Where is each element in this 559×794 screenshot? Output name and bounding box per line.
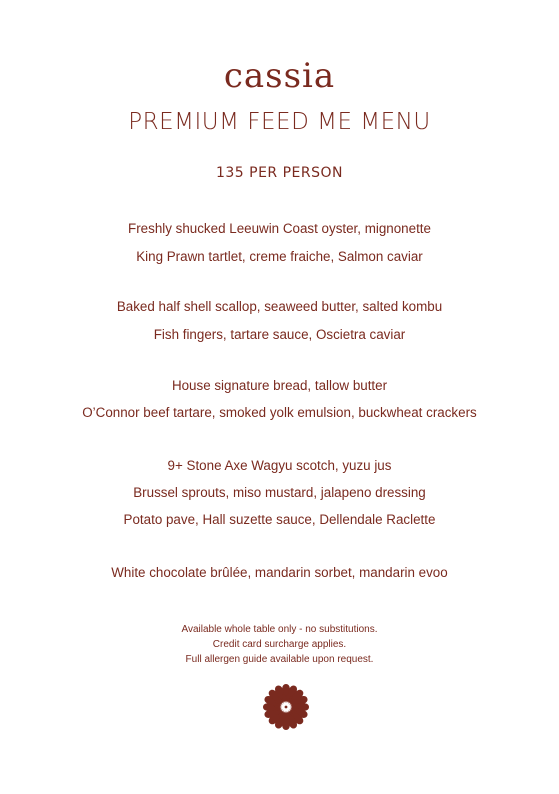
menu-title: PREMIUM FEED ME MENU <box>128 109 431 135</box>
menu-item: House signature bread, tallow butter <box>171 378 388 393</box>
menu-item: Freshly shucked Leeuwin Coast oyster, mignonette <box>128 221 431 236</box>
price-per-person: 135 PER PERSON <box>215 165 344 181</box>
menu-item: Fish fingers, tartare sauce, Oscietra caviar <box>153 327 406 342</box>
menu-item: White chocolate brûlée, mandarin sorbet, mandarin evoo <box>111 565 448 580</box>
menu-item: Baked half shell scallop, seaweed butter, salted kombu <box>116 299 443 314</box>
brand-logo: cassia <box>223 56 336 96</box>
menu-item: 9+ Stone Axe Wagyu scotch, yuzu jus <box>167 458 392 473</box>
note-line: Available whole table only - no substitutions. <box>181 624 378 635</box>
note-line: Credit card surcharge applies. <box>212 639 347 650</box>
note-line: Full allergen guide available upon request. <box>185 654 374 665</box>
menu-item: Potato pave, Hall suzette sauce, Dellendale Raclette <box>123 512 436 527</box>
menu-item: King Prawn tartlet, creme fraiche, Salmon caviar <box>136 249 423 264</box>
menu-item: O’Connor beef tartare, smoked yolk emulsion, buckwheat crackers <box>82 405 477 420</box>
menu-item: Brussel sprouts, miso mustard, jalapeno dressing <box>133 485 426 500</box>
flower-emblem-icon <box>261 682 311 732</box>
